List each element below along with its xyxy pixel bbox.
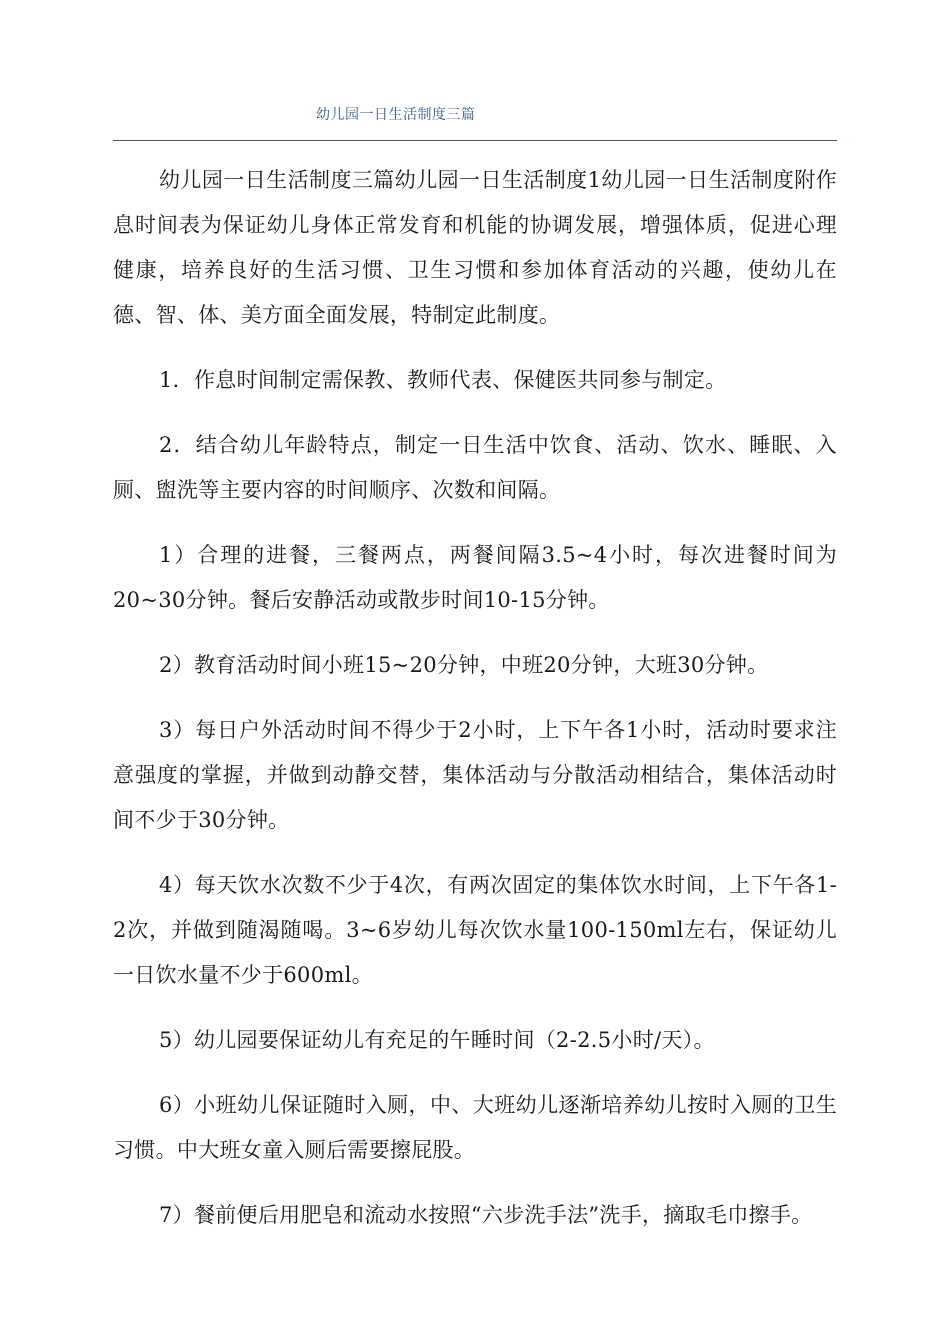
item-6-toilet-paragraph: 6）小班幼儿保证随时入厕，中、大班幼儿逐渐培养幼儿按时入厕的卫生习惯。中大班女童入厕后需要擦屁股。 bbox=[113, 1093, 837, 1162]
header-divider bbox=[113, 140, 837, 141]
rule-2-paragraph: 2．结合幼儿年龄特点，制定一日生活中饮食、活动、饮水、睡眠、入厕、盥洗等主要内容的时间顺序、次数和间隔。 bbox=[113, 433, 837, 502]
item-2-education-paragraph: 2）教育活动时间小班15~20分钟，中班20分钟，大班30分钟。 bbox=[159, 653, 769, 677]
item-5-nap-paragraph: 5）幼儿园要保证幼儿有充足的午睡时间（2-2.5小时/天）。 bbox=[159, 1028, 715, 1052]
intro-paragraph: 幼儿园一日生活制度三篇幼儿园一日生活制度1幼儿园一日生活制度附作息时间表为保证幼儿身体正常发育和机能的协调发展，增强体质，促进心理健康，培养良好的生活习惯、卫生习惯和参加体育活动的兴趣，使幼儿在德、智、体、美方面全面发展，特制定此制度。 bbox=[113, 168, 837, 327]
rule-1-paragraph: 1．作息时间制定需保教、教师代表、保健医共同参与制定。 bbox=[159, 368, 727, 392]
item-7-handwash-paragraph: 7）餐前便后用肥皂和流动水按照“六步洗手法”洗手，摘取毛巾擦手。 bbox=[159, 1203, 813, 1227]
item-3-outdoor-paragraph: 3）每日户外活动时间不得少于2小时，上下午各1小时，活动时要求注意强度的掌握，并做到动静交替，集体活动与分散活动相结合，集体活动时间不少于30分钟。 bbox=[113, 718, 837, 832]
item-1-meals-paragraph: 1）合理的进餐，三餐两点，两餐间隔3.5~4小时，每次进餐时间为20~30分钟。餐后安静活动或散步时间10-15分钟。 bbox=[113, 543, 837, 612]
item-4-water-paragraph: 4）每天饮水次数不少于4次，有两次固定的集体饮水时间，上下午各1-2次，并做到随渴随喝。3~6岁幼儿每次饮水量100-150ml左右，保证幼儿一日饮水量不少于600ml。 bbox=[113, 873, 837, 987]
running-header-title: 幼儿园一日生活制度三篇 bbox=[316, 107, 476, 123]
document-body bbox=[113, 158, 837, 1258]
